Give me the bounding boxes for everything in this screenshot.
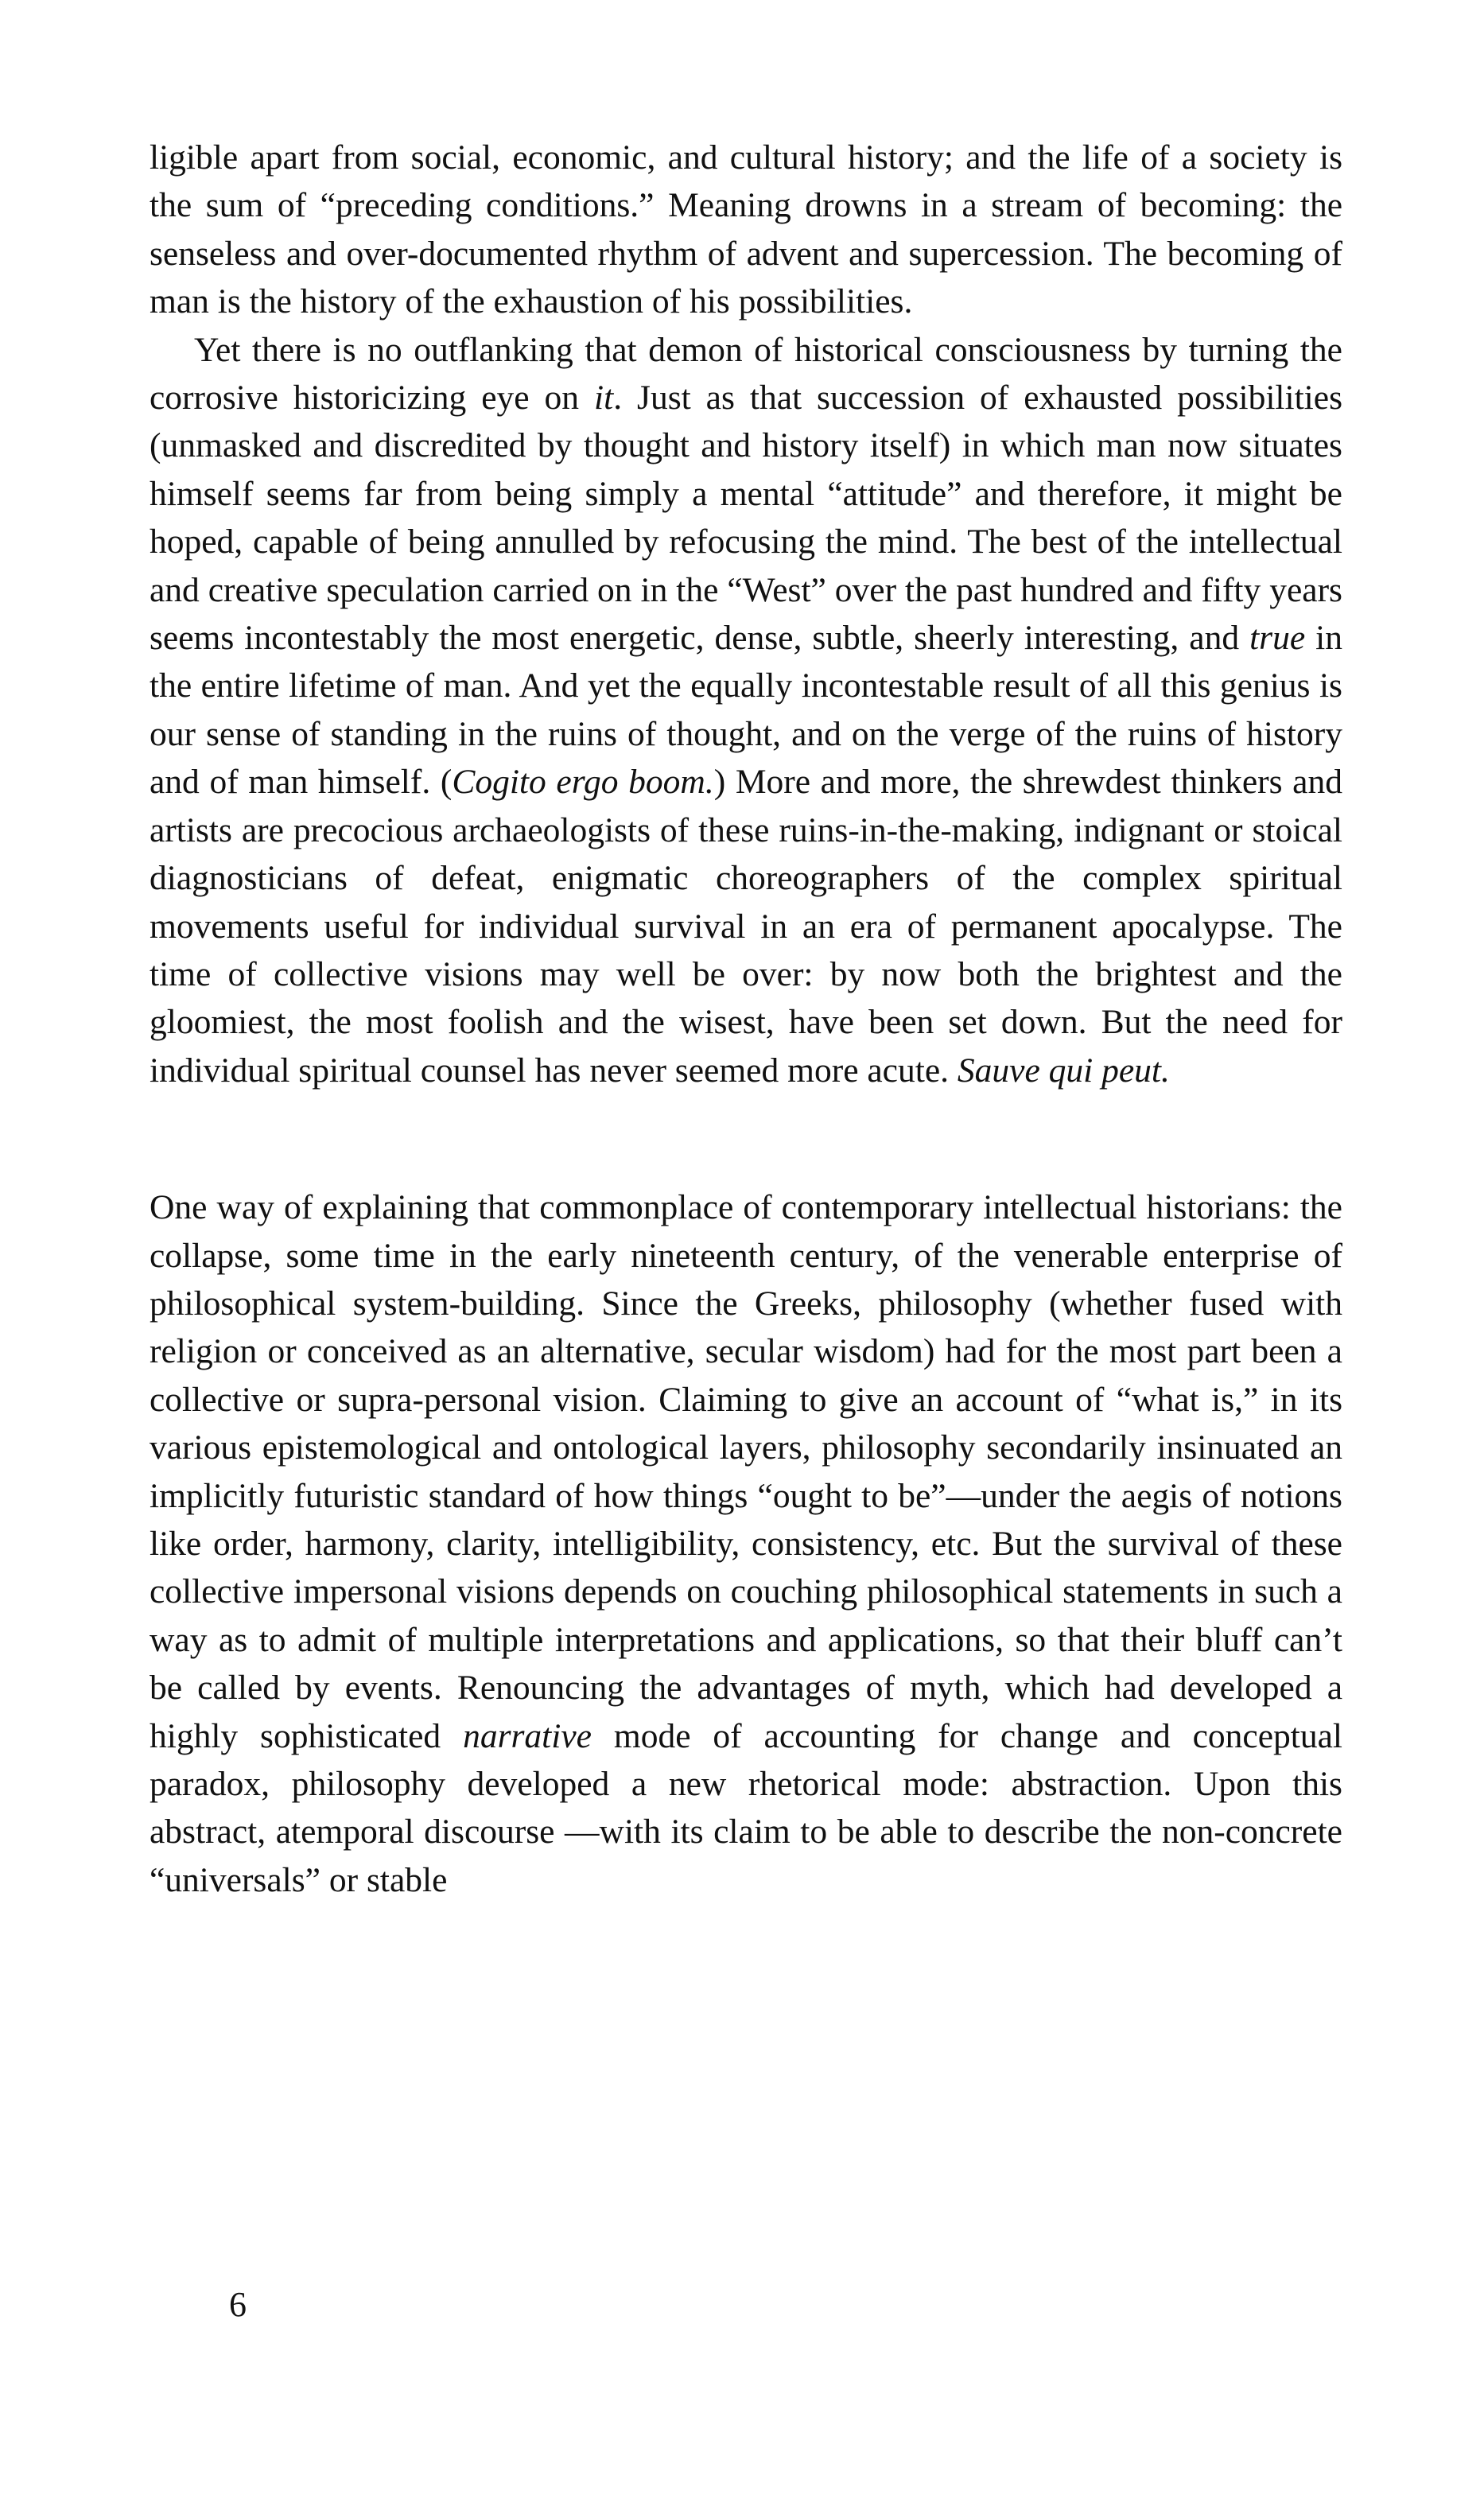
paragraph-2-emphasis-true: true [1249, 619, 1306, 658]
paragraph-2 [150, 326, 1342, 1095]
paragraph-2-emphasis-it: it [594, 379, 614, 418]
paragraph-3-emphasis-narrative: narrative [463, 1716, 592, 1755]
paragraph-3 [150, 1183, 1342, 1904]
paragraph-3-text-a: One way of explaining that commonplace of contemporary intellectual historians: the collapse, some time in the early nineteenth century, of the venerable enterprise of philosophical system-building. Since the Greeks, philosophy (whether fused with religion or conceived as an alternative, secular wisdom) had for the most part been a collective or supra-personal vision. Claiming to give an account of “what is,” in its various epistemological and ontological layers, philosophy secondarily insinuated an implicitly futuristic standard of how things “ought to be”—under the aegis of notions like order, harmony, clarity, intelligibility, consistency, etc. But the survival of these collective impersonal visions depends on couching philosophical statements in such a way as to admit of multiple interpretations and applications, so that their bluff can’t be called by events. Renouncing the advantages of myth, which had developed a highly sophisticated [150, 1188, 1342, 1755]
paragraph-2-text-a: Yet there is no outflanking that demon of historical consciousness by turning the corrosive historicizing eye on [150, 330, 1342, 418]
page-body [150, 134, 1342, 1904]
paragraph-2-text-d: ) More and more, the shrewdest thinkers and artists are precocious archaeologists of these ruins-in-the-making, indignant or stoical diagnosticians of defeat, enigmatic choreographers of the complex spiritual movements useful for individual survival in an era of permanent apocalypse. The time of collective visions may well be over: by now both the brightest and the gloomiest, the most foolish and the wisest, have been set down. But the need for individual spiritual counsel has never seemed more acute. [150, 763, 1342, 1090]
section-break [150, 1094, 1342, 1183]
page-number: 6 [229, 2285, 247, 2324]
paragraph-2-emphasis-sauve: Sauve qui peut. [957, 1051, 1170, 1090]
paragraph-2-text-c: in the entire lifetime of man. And yet the equally incontestable result of all this genius is our sense of standing in the ruins of thought, and on the verge of the ruins of history and of man himself. ( [150, 619, 1342, 802]
paragraph-2-emphasis-cogito: Cogito ergo boom. [452, 763, 714, 802]
paragraph-2-text-b: . Just as that succession of exhausted possibilities (unmasked and discredited by thought and history itself) in which man now situates himself seems far from being simply a mental “attitude” and therefore, it might be hoped, capable of being annulled by refocusing the mind. The best of the intellectual and creative speculation carried on in the “West” over the past hundred and fifty years seems incontestably the most energetic, dense, subtle, sheerly interesting, and [150, 379, 1342, 658]
paragraph-1-text: ligible apart from social, economic, and cultural history; and the life of a society is the sum of “preceding conditions.” Meaning drowns in a stream of becoming: the senseless and over-documented rhythm of advent and supercession. The becoming of man is the history of the exhaustion of his possibilities. [150, 138, 1342, 321]
paragraph-1 [150, 134, 1342, 326]
paragraph-3-text-b: mode of accounting for change and conceptual paradox, philosophy developed a new rhetorical mode: abstraction. Upon this abstract, atemporal discourse —with its claim to be able to describe the non-concrete “universals” or stable [150, 1716, 1343, 1899]
